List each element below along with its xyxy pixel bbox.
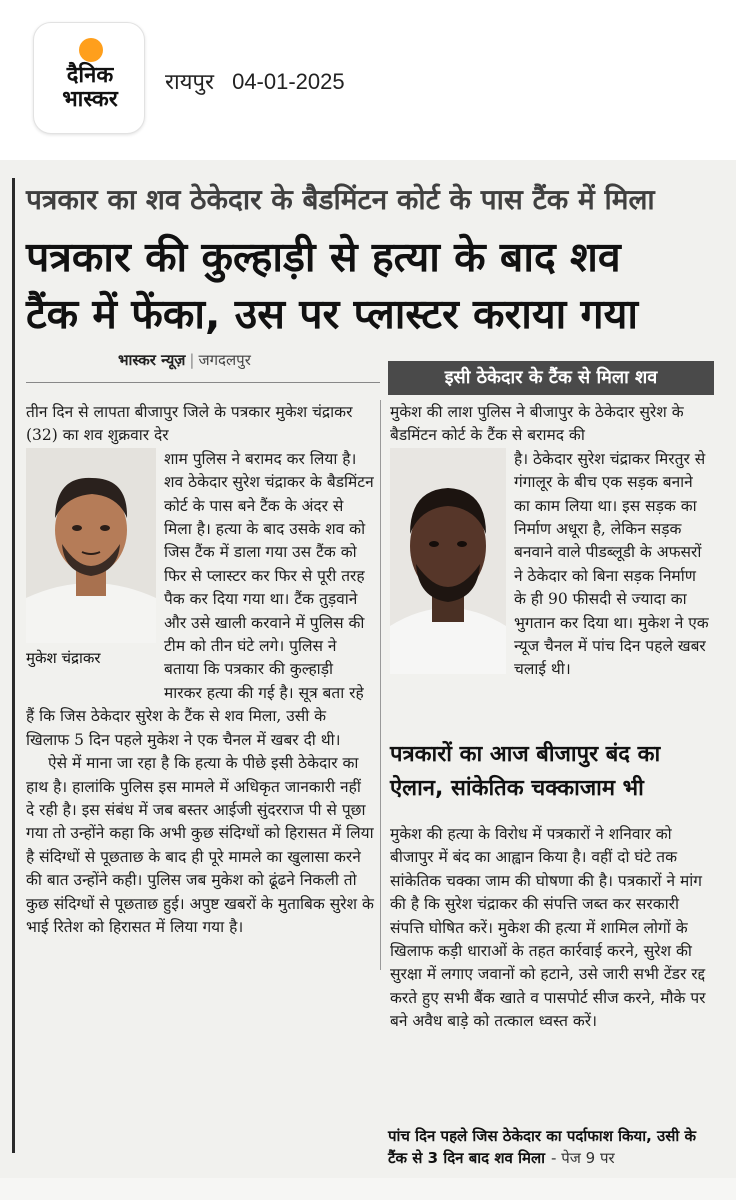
- logo-text-line1: दैनिक: [66, 63, 114, 88]
- photo-figure-contractor: [390, 448, 506, 674]
- byline-source: भास्कर न्यूज़: [118, 351, 186, 369]
- continuation-note: [388, 1125, 718, 1169]
- right-column: [390, 401, 712, 682]
- edition-city: रायपुर: [165, 69, 214, 94]
- app-header: [0, 0, 736, 160]
- subhead-banner-text: इसी ठेकेदार के टैंक से मिला शव: [444, 367, 658, 388]
- edition-meta: [165, 66, 345, 96]
- edition-date: 04-01-2025: [232, 69, 345, 94]
- dainik-bhaskar-logo[interactable]: [33, 22, 145, 134]
- headline-line-2: टैंक में फेंका, उस पर प्लास्टर कराया गया: [26, 290, 639, 338]
- subhead-banner: [388, 361, 714, 395]
- left-column: [26, 401, 374, 939]
- sun-icon: [79, 38, 103, 62]
- byline-separator: |: [189, 351, 195, 369]
- headline-line-1: पत्रकार की कुल्हाड़ी से हत्या के बाद शव: [26, 233, 621, 281]
- photo-mukesh-chandrakar: [26, 448, 156, 643]
- article-kicker: पत्रकार का शव ठेकेदार के बैडमिंटन कोर्ट के पास टैंक में मिला: [26, 183, 655, 216]
- page-bottom: [0, 1178, 736, 1200]
- photo-contractor: [390, 448, 506, 674]
- right-intro-text: मुकेश की लाश पुलिस ने बीजापुर के ठेकेदार सुरेश के बैडमिंटन कोर्ट के टैंक से बरामद की: [390, 403, 684, 445]
- left-paragraph-2: ऐसे में माना जा रहा है कि हत्या के पीछे इसी ठेकेदार का हाथ है। हालांकि पुलिस इस मामले में अधिकृत जानकारी नहीं दे रही है। इस संबंध में जब बस्तर आईजी सुंदरराज पी से पूछा गया तो उन्होंने कहा कि अभी कुछ संदिग्धों को हिरासत में लिया है संदिग्धों से पूछताछ के बाद ही पूरे मामले का खुलासा करने की बात उन्होंने कही। पुलिस जब मुकेश को ढूंढने निकली तो कुछ संदिग्धों से पूछताछ हुई। अपुष्ट खबरों के मुताबिक सुरेश के भाई रितेश को हिरासत में लिया गया है।: [26, 754, 374, 936]
- logo-text-line2: भास्कर: [62, 87, 118, 112]
- left-wrapped-text: शाम पुलिस ने बरामद कर लिया है। शव ठेकेदार सुरेश चंद्राकर के बैडमिंटन कोर्ट के पास बने टैंक के अंदर से मिला है। हत्या के बाद उसके शव को जिस टैंक में डाला गया उस टैंक को फिर से प्लास्टर कर फिर से पूरी तरह पैक कर दिया गया था। टैंक तुड़वाने और उसे खाली करवाने में पुलिस की टीम को तीन घंटे लगे। पुलिस ने बताया कि पत्रकार की कुल्हाड़ी मारकर हत्या की गई है। सूत्र बता रहे हैं कि जिस ठेकेदार सुरेश के टैंक से शव मिला, उसी के खिलाफ 5 दिन पहले मुकेश ने एक चैनल में खबर दी थी।: [26, 449, 374, 749]
- right-paragraph-2: मुकेश की हत्या के विरोध में पत्रकारों ने शनिवार को बीजापुर में बंद का आह्वान किया है। वहीं दो घंटे तक सांकेतिक चक्का जाम की घोषणा की है। पत्रकारों ने मांग की है कि सुरेश चंद्राकर की संपत्ति जब्त कर सरकारी संपत्ति घोषित करें। मुकेश की हत्या में शामिल लोगों के खिलाफ कड़ी धाराओं के तहत कार्रवाई करने, सुरेश की सुरक्षा में लगाए जवानों को हटाने, उसे जारी सभी टेंडर रद्द करते हुए सभी बैंक खाते व पासपोर्ट सीज करने, मौके पर बने अवैध बाड़े को तत्काल ध्वस्त करें।: [390, 825, 706, 1031]
- left-intro-text: तीन दिन से लापता बीजापुर जिले के पत्रकार मुकेश चंद्राकर (32) का शव शुक्रवार देर: [26, 403, 353, 445]
- left-margin-rule: [12, 178, 15, 1153]
- byline: [118, 350, 251, 370]
- byline-divider: [26, 382, 380, 383]
- right-wrapped-text: है। ठेकेदार सुरेश चंद्राकर मिरतुर से गंगालूर के बीच एक सड़क बनाने का काम लिया था। इस सड़क का निर्माण अधूरा है, लेकिन सड़क बनवाने वाले पीडब्लूडी के अफसरों ने ठेकेदार को बिना सड़क निर्माण के ही 90 फीसदी से ज्यादा का भुगतान कर दिया था। मुकेश ने एक न्यूज चैनल में पांच दिन पहले खबर चलाई थी।: [514, 449, 709, 679]
- photo-figure-mukesh: [26, 448, 156, 678]
- column-divider: [380, 400, 381, 970]
- continuation-page-ref: - पेज 9 पर: [551, 1149, 615, 1167]
- photo-caption: मुकेश चंद्राकर: [26, 648, 101, 667]
- continuation-note-text: पांच दिन पहले जिस ठेकेदार का पर्दाफाश किया, उसी के टैंक से 3 दिन बाद शव मिला: [388, 1127, 697, 1167]
- secondary-subhead: पत्रकारों का आज बीजापुर बंद का ऐलान, सांकेतिक चक्काजाम भी: [390, 742, 661, 801]
- byline-city: जगदलपुर: [198, 351, 251, 369]
- right-column-lower: [390, 823, 712, 1034]
